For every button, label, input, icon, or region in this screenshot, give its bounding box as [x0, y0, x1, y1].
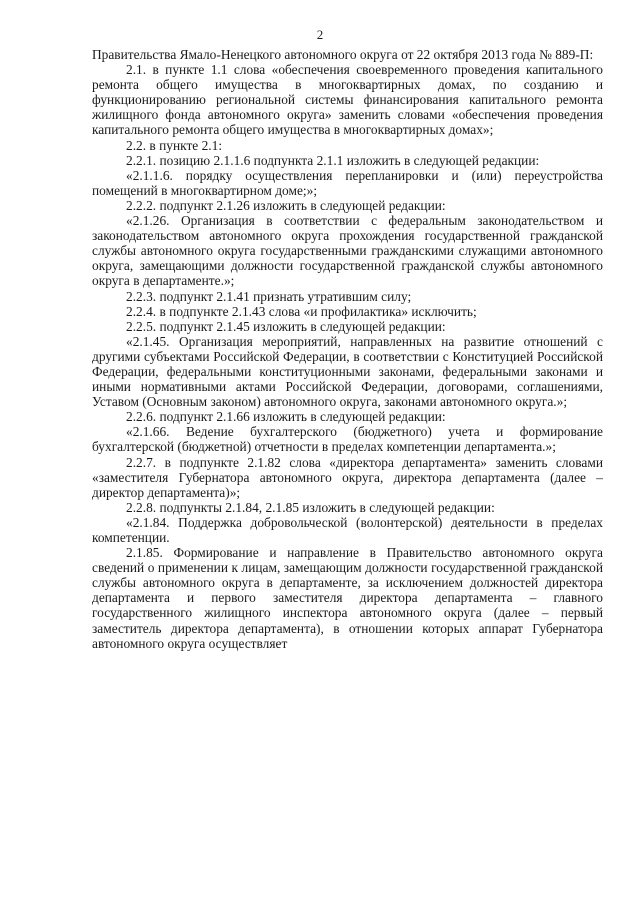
paragraph-2-1-26-text: «2.1.26. Организация в соответствии с федеральным законодательством и законодательством автономного округа прохождения государственной гражданской службы автономного округа государственными гражданскими служащими автономного округа, замещающими должности государственной гражданской службы автономного округа в департаменте.»; — [92, 213, 603, 289]
paragraph-2-1-1-6-text: «2.1.1.6. порядку осуществления перепланировки и (или) переустройства помещений в многоквартирном доме;»; — [92, 167, 603, 198]
paragraph-2-1-45-text: «2.1.45. Организация мероприятий, направленных на развитие отношений с другими субъектами Российской Федерации, в соответствии с Конституцией Российской Федерации, федеральными конституционными законами, федеральными законами и иными нормативными актами Российской Федерации, договорами, соглашениями, Уставом (Основным законом) автономного округа, законами автономного округа.»; — [92, 333, 603, 410]
paragraph-2-2-2: 2.2.2. подпункт 2.1.26 изложить в следующей редакции: — [126, 197, 446, 213]
paragraph-2-2-4: 2.2.4. в подпункте 2.1.43 слова «и профилактика» исключить; — [126, 303, 477, 319]
paragraph-2-2-7: 2.2.7. в подпункте 2.1.82 слова «директора департамента» заменить словами «заместителя Губернатора автономного округа, директора департамента (далее – директор департамента)»; — [92, 454, 603, 500]
paragraph-2-1-85-text: 2.1.85. Формирование и направление в Правительство автономного округа сведений о применении к лицам, замещающим должности государственной гражданской службы автономного округа в департаменте, за исключением должностей директора департамента и первого заместителя директора департамента – главного государственного жилищного инспектора автономного округа (далее – первый заместитель директора департамента), в отношении которых аппарат Губернатора автономного округа осуществляет — [92, 545, 603, 651]
page-number: 2 — [316, 27, 324, 42]
document-body — [92, 47, 603, 651]
paragraph-2-2-5: 2.2.5. подпункт 2.1.45 изложить в следующей редакции: — [126, 318, 446, 334]
paragraph-2-1-66-text: «2.1.66. Ведение бухгалтерского (бюджетного) учета и формирование бухгалтерской (бюджетной) отчетности в пределах компетенции департамента.»; — [92, 424, 603, 455]
paragraph-2-2-8: 2.2.8. подпункты 2.1.84, 2.1.85 изложить в следующей редакции: — [126, 499, 495, 515]
paragraph-2-2: 2.2. в пункте 2.1: — [126, 137, 223, 153]
paragraph-2-2-6: 2.2.6. подпункт 2.1.66 изложить в следующей редакции: — [126, 409, 446, 425]
paragraph-2-2-1: 2.2.1. позицию 2.1.1.6 подпункта 2.1.1 изложить в следующей редакции: — [126, 152, 540, 168]
paragraph-2-1-84-text: «2.1.84. Поддержка добровольческой (волонтерской) деятельности в пределах компетенции. — [92, 514, 603, 545]
paragraph-2-2-3: 2.2.3. подпункт 2.1.41 признать утратившим силу; — [126, 288, 412, 304]
paragraph-preamble-continuation: Правительства Ямало-Ненецкого автономного округа от 22 октября 2013 года № 889-П: — [92, 47, 594, 62]
paragraph-2-1: 2.1. в пункте 1.1 слова «обеспечения своевременного проведения капитального ремонта общего имущества в многоквартирных домах, по созданию и функционированию региональной системы финансирования капитального ремонта жилищного фонда автономного округа» заменить словами «обеспечения проведения капитального ремонта общего имущества в многоквартирных домах»; — [92, 62, 603, 138]
